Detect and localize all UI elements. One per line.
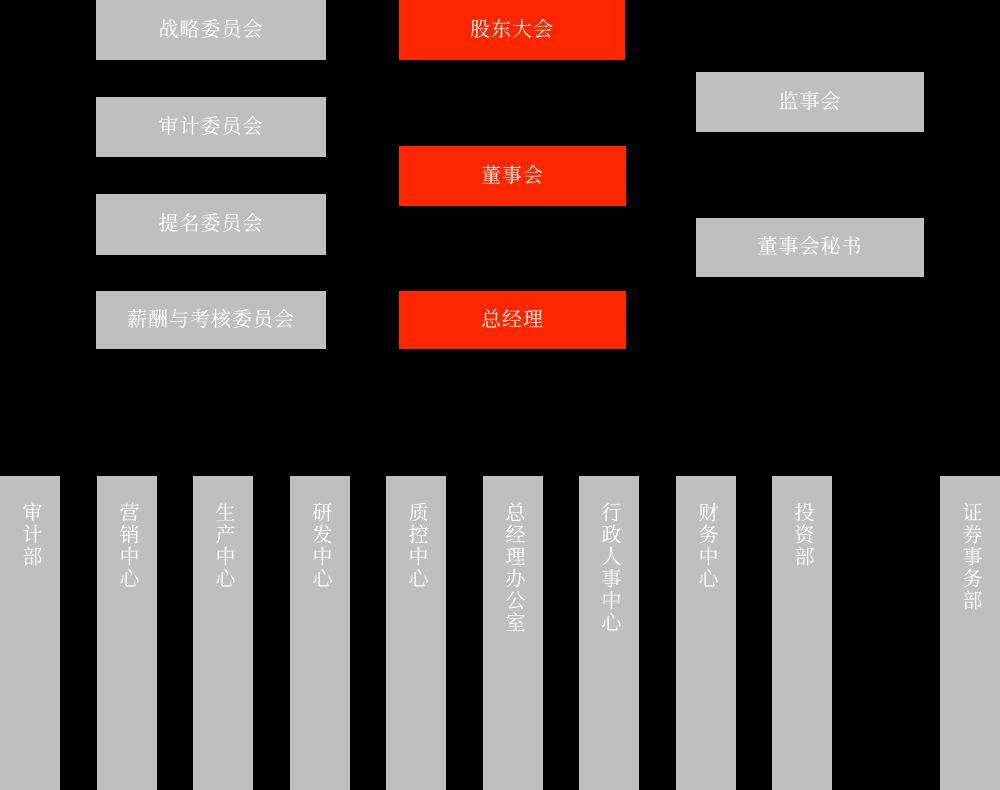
department-node bbox=[483, 476, 543, 790]
org-node-label: 薪酬与考核委员会 bbox=[127, 308, 295, 331]
org-node bbox=[696, 72, 924, 132]
department-node bbox=[193, 476, 253, 790]
department-node bbox=[676, 476, 736, 790]
org-node bbox=[399, 0, 625, 60]
org-node bbox=[399, 146, 626, 206]
department-node-label: 投资部 bbox=[791, 502, 813, 568]
department-node bbox=[386, 476, 446, 790]
department-node bbox=[579, 476, 639, 790]
department-node-label: 质控中心 bbox=[405, 502, 427, 590]
org-node bbox=[96, 291, 326, 349]
department-node-label: 生产中心 bbox=[212, 502, 234, 590]
department-node-label: 审计部 bbox=[19, 502, 41, 568]
department-node-label: 证券事务部 bbox=[959, 502, 981, 612]
org-node bbox=[399, 291, 626, 349]
org-node-label: 股东大会 bbox=[470, 18, 554, 41]
org-node bbox=[96, 97, 326, 157]
department-node bbox=[290, 476, 350, 790]
org-node bbox=[96, 194, 326, 255]
department-node bbox=[0, 476, 60, 790]
org-node-label: 战略委员会 bbox=[158, 18, 264, 41]
department-node bbox=[97, 476, 157, 790]
org-node-label: 监事会 bbox=[778, 90, 842, 113]
department-node-label: 行政人事中心 bbox=[598, 502, 620, 634]
department-node-label: 财务中心 bbox=[695, 502, 717, 590]
org-node-label: 总经理 bbox=[481, 308, 544, 331]
department-node-label: 营销中心 bbox=[116, 502, 138, 590]
org-node-label: 审计委员会 bbox=[158, 115, 264, 138]
org-node bbox=[96, 0, 326, 60]
department-node bbox=[940, 476, 1000, 790]
org-node-label: 提名委员会 bbox=[158, 213, 264, 235]
org-node-label: 董事会秘书 bbox=[757, 236, 863, 258]
org-node-label: 董事会 bbox=[481, 164, 544, 187]
department-node bbox=[772, 476, 832, 790]
org-node bbox=[696, 218, 924, 277]
department-node-label: 研发中心 bbox=[309, 502, 331, 590]
department-node-label: 总经理办公室 bbox=[502, 502, 524, 634]
